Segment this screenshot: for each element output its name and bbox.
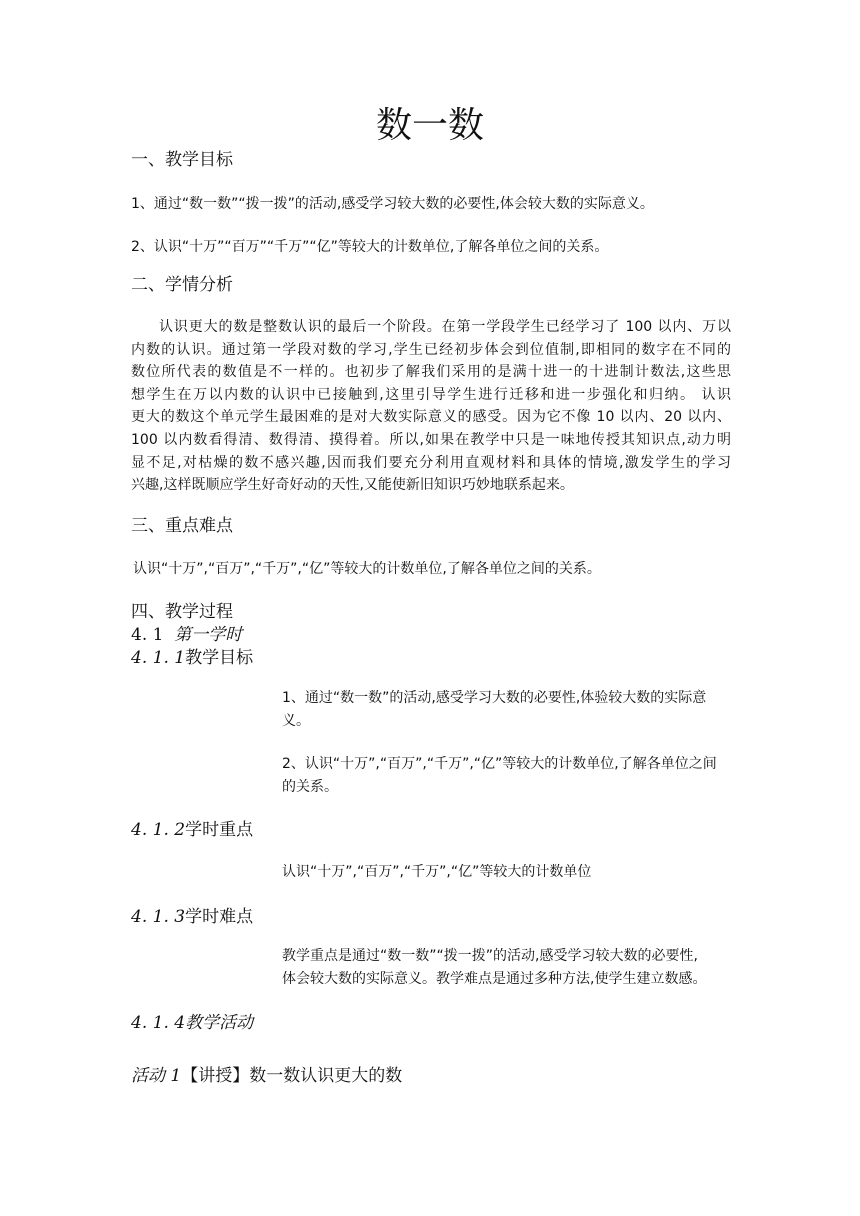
subheading-difficulty — [131, 905, 253, 929]
lesson-key-text — [282, 861, 732, 884]
analysis-line: 认识更大的数是整数认识的最后一个阶段。在第一学段学生已经学习了 100 以内、万以 — [159, 319, 731, 335]
subheading-title: 学时重点 — [185, 820, 254, 840]
goal-item-1: 1、通过“数一数”“拨一拨”的活动,感受学习较大数的必要性,体会较大数的实际意义。 — [131, 196, 654, 212]
lesson-difficulty-line: 教学重点是通过“数一数”“拨一拨”的活动,感受学习较大数的必要性, — [282, 948, 698, 964]
lesson-goal-2-line: 2、认识“十万”,“百万”,“千万”,“亿”等较大的计数单位,了解各单位之间 — [282, 756, 717, 772]
lesson-key-line: 认识“十万”,“百万”,“千万”,“亿”等较大的计数单位 — [282, 864, 592, 880]
heading-teaching-goals: 一、教学目标 — [131, 150, 233, 170]
analysis-line: 想学生在万以内数的认识中已接触到,这里引导学生进行迁移和进一步强化和归纳。 认识 — [131, 386, 731, 403]
key-points-text: 认识“十万”,“百万”,“千万”,“亿”等较大的计数单位,了解各单位之间的关系。 — [133, 561, 601, 577]
lesson-difficulty-line: 体会较大数的实际意义。教学难点是通过多种方法,使学生建立数感。 — [282, 971, 707, 987]
subheading-title: 教学活动 — [185, 1013, 254, 1033]
subheading-number: 4. 1. 2 — [131, 820, 186, 840]
analysis-line: 兴趣,这样既顺应学生好奇好动的天性,又能使新旧知识巧妙地联系起来。 — [131, 477, 574, 494]
subheading-title: 教学目标 — [185, 648, 254, 668]
subheading-key — [131, 818, 253, 842]
lesson-difficulty-text — [282, 945, 732, 991]
heading-teaching-process: 四、教学过程 — [131, 602, 233, 622]
goal-item-2: 2、认识“十万”“百万”“千万”“亿”等较大的计数单位,了解各单位之间的关系。 — [131, 239, 609, 255]
lesson-number: 4. 1 — [131, 625, 164, 645]
analysis-line: 更大的数这个单元学生最困难的是对大数实际意义的感受。因为它不像 10 以内、20 以内、 — [131, 409, 731, 426]
lesson-title: 第一学时 — [174, 625, 243, 645]
analysis-paragraph — [131, 316, 731, 497]
lesson-goal-1-line: 义。 — [282, 713, 310, 729]
lesson-goal-2 — [282, 753, 732, 799]
analysis-line: 数位所代表的数值是不一样的。也初步了解我们采用的是满十进一的十进制计数法,这些思 — [131, 364, 731, 381]
activity-label: 活动 1 — [131, 1066, 182, 1086]
activity-title: 【讲授】数一数认识更大的数 — [181, 1066, 403, 1086]
subheading-title: 学时难点 — [185, 907, 254, 927]
activity-heading — [131, 1064, 402, 1088]
subheading-activities — [131, 1011, 253, 1035]
heading-learning-analysis: 二、学情分析 — [131, 275, 233, 295]
heading-key-points: 三、重点难点 — [131, 516, 233, 536]
lesson-goal-1-line: 1、通过“数一数”的活动,感受学习大数的必要性,体验较大数的实际意 — [282, 690, 707, 706]
subheading-number: 4. 1. 1 — [131, 648, 186, 668]
subheading-number: 4. 1. 3 — [131, 907, 186, 927]
subheading-number: 4. 1. 4 — [131, 1013, 186, 1033]
page-title: 数一数 — [375, 105, 484, 146]
subheading-goals — [131, 646, 253, 670]
lesson-goal-2-line: 的关系。 — [282, 779, 338, 795]
analysis-line: 显不足,对枯燥的数不感兴趣,因而我们要充分利用直观材料和具体的情境,激发学生的学习 — [131, 454, 731, 471]
analysis-line: 内数的认识。通过第一学段对数的学习,学生已经初步体会到位值制,即相同的数字在不同的 — [131, 341, 731, 358]
analysis-line: 100 以内数看得清、数得清、摸得着。所以,如果在教学中只是一味地传授其知识点,动力明 — [131, 431, 731, 448]
lesson-heading — [131, 623, 242, 647]
lesson-goal-1 — [282, 687, 732, 733]
